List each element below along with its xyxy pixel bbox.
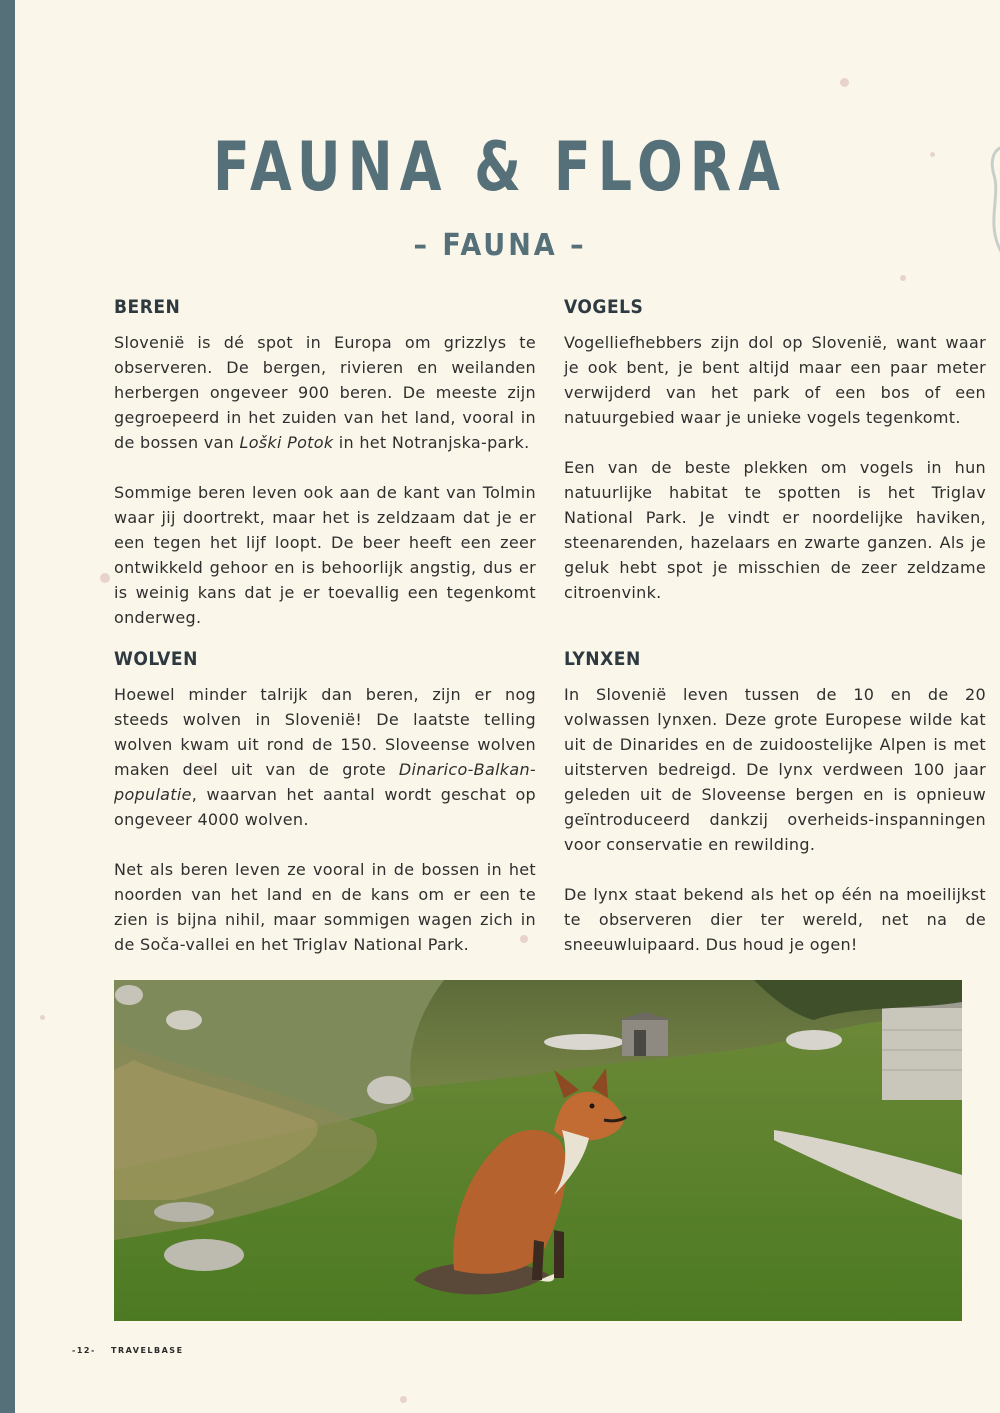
section-paragraph: In Slovenië leven tussen de 10 en de 20 volwassen lynxen. Deze grote Europese wilde kat uit de Dinarides en de zuidoostelijke Alpen is met uitsterven bedreigd. De lynx verdween 100 jaar geleden uit de Sloveense bergen en is opnieuw geïntroduceerd dankzij overheids-inspanningen voor conservatie en rewilding.	[564, 685, 986, 854]
section-wolven	[114, 648, 536, 982]
section-heading: LYNXEN	[564, 648, 641, 670]
paper-speck	[40, 1015, 45, 1020]
fox-photo	[114, 980, 962, 1321]
section-vogels	[564, 296, 986, 630]
side-accent-bar	[0, 0, 15, 1413]
section-heading: BEREN	[114, 296, 181, 318]
section-paragraph: Sommige beren leven ook aan de kant van Tolmin waar jij doortrekt, maar het is zeldzaam dat je er een tegen het lijf loopt. De beer heeft een zeer ontwikkeld gehoor en is behoorlijk angstig, dus er is weinig kans dat je er toevallig een tegenkomt onderweg.	[114, 483, 536, 627]
section-paragraph: Net als beren leven ze vooral in de bossen in het noorden van het land en de kans om er een te zien is bijna nihil, maar sommigen wagen zich in de Soča-vallei en het Triglav National Park.	[114, 860, 536, 954]
paper-speck	[400, 1396, 407, 1403]
section-beren	[114, 296, 536, 655]
section-heading: VOGELS	[564, 296, 644, 318]
section-paragraph: Slovenië is dé spot in Europa om grizzlys te observeren. De bergen, rivieren en weilanden herbergen ongeveer 900 beren. De meeste zijn gegroepeerd in het zuiden van het land, vooral in de bossen van Loški Potok in het Notranjska-park.	[114, 333, 536, 452]
page-number: -12-	[72, 1346, 96, 1355]
page-title: FAUNA & FLORA	[213, 128, 787, 207]
section-heading: WOLVEN	[114, 648, 198, 670]
paper-speck	[840, 78, 849, 87]
footer-brand: TRAVELBASE	[111, 1346, 184, 1355]
section-paragraph: Hoewel minder talrijk dan beren, zijn er nog steeds wolven in Slovenië! De laatste telling wolven kwam uit rond de 150. Sloveense wolven maken deel uit van de grote Dinarico-Balkan-populatie, waarvan het aantal wordt geschat op ongeveer 4000 wolven.	[114, 685, 536, 829]
section-paragraph: Vogelliefhebbers zijn dol op Slovenië, want waar je ook bent, je bent altijd maar een paar meter verwijderd van het park of een bos of een natuurgebied waar je unieke vogels tegenkomt.	[564, 333, 986, 427]
page-subtitle: – FAUNA –	[413, 228, 587, 263]
paper-speck	[900, 275, 906, 281]
fox-meadow-image	[114, 980, 962, 1321]
paper-speck	[100, 573, 110, 583]
section-paragraph: De lynx staat bekend als het op één na moeilijkst te observeren dier ter wereld, net na de sneeuwluipaard. Dus houd je ogen!	[564, 885, 986, 954]
section-lynxen	[564, 648, 986, 982]
section-paragraph: Een van de beste plekken om vogels in hun natuurlijke habitat te spotten is het Triglav National Park. Je vindt er noordelijke haviken, steenarenden, hazelaars en zwarte ganzen. Als je geluk hebt spot je misschien de zeer zeldzame citroenvink.	[564, 458, 986, 602]
